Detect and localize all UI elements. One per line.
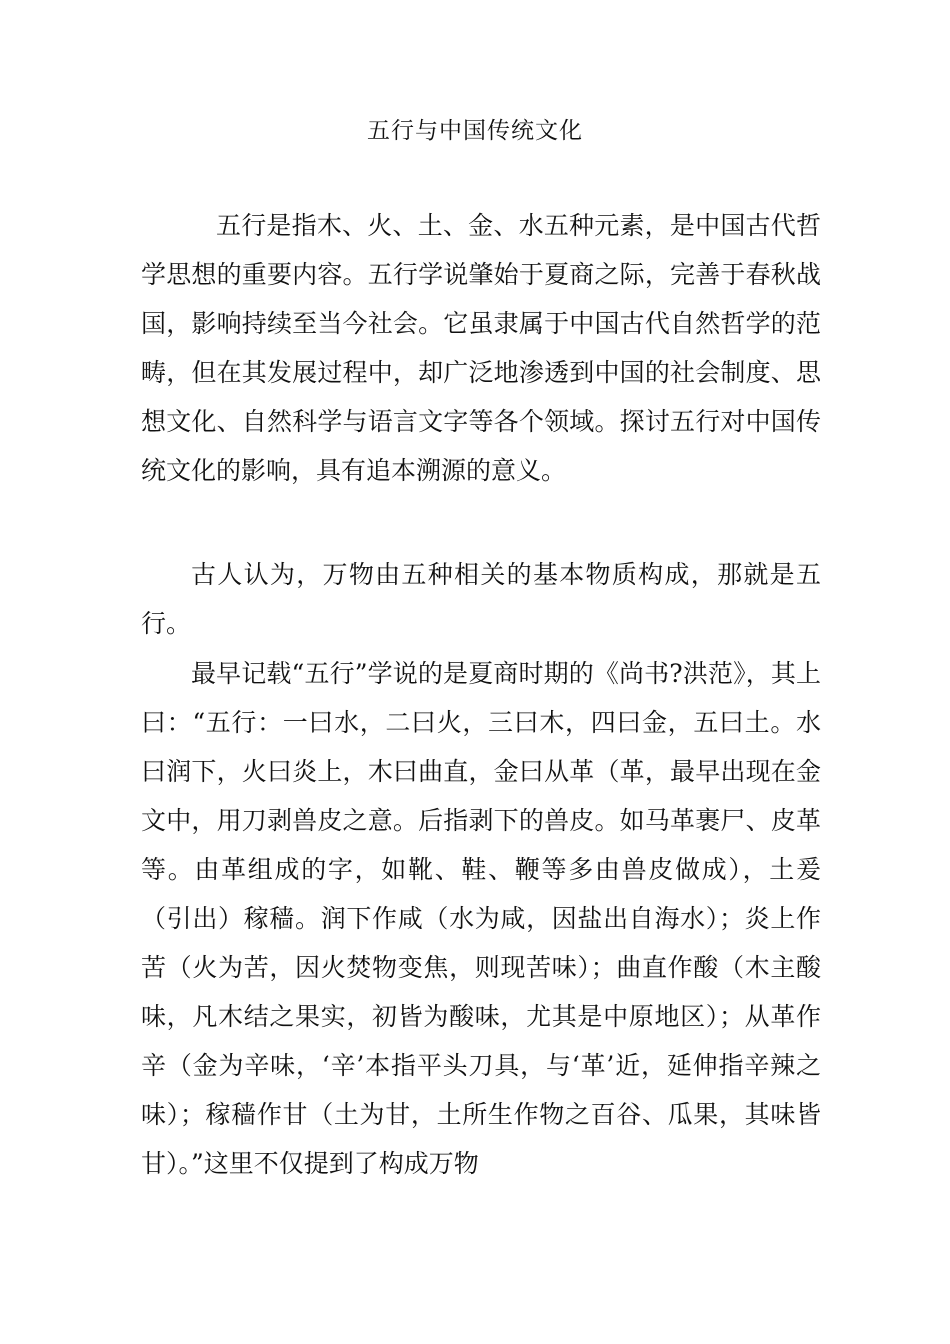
paragraph-ancients: 古人认为，万物由五种相关的基本物质构成，那就是五行。 xyxy=(141,560,821,638)
paragraph-shangshu: 最早记载“五行”学说的是夏商时期的《尚书?洪范》，其上曰：“五行：一曰水，二曰火，三曰木，四曰金，五曰土。水曰润下，火曰炎上，木曰曲直，金曰从革（革，最早出现在金文中，用刀剥兽皮之意。后指剥下的兽皮。如马革裹尸、皮革等。由革组成的字，如靴、鞋、鞭等多由兽皮做成），土爰（引出）稼穑。润下作咸（水为咸，因盐出自海水）；炎上作苦（火为苦，因火焚物变焦，则现苦味）；曲直作酸（木主酸味，凡木结之果实，初皆为酸味，尤其是中原地区）；从革作辛（金为辛味，‘辛’本指平头刀具，与‘革’近，延伸指辛辣之味）；稼穑作甘（土为甘，土所生作物之百谷、瓜果，其味皆甘）。”这里不仅提到了构成万物 xyxy=(141,659,821,1178)
paragraph-intro: 五行是指木、火、土、金、水五种元素，是中国古代哲学思想的重要内容。五行学说肇始于夏商之际，完善于春秋战国，影响持续至当今社会。它虽隶属于中国古代自然哲学的范畴，但在其发展过程中，却广泛地渗透到中国的社会制度、思想文化、自然科学与语言文字等各个领域。探讨五行对中国传统文化的影响，具有追本溯源的意义。 xyxy=(141,211,821,485)
document-title: 五行与中国传统文化 xyxy=(367,118,583,144)
